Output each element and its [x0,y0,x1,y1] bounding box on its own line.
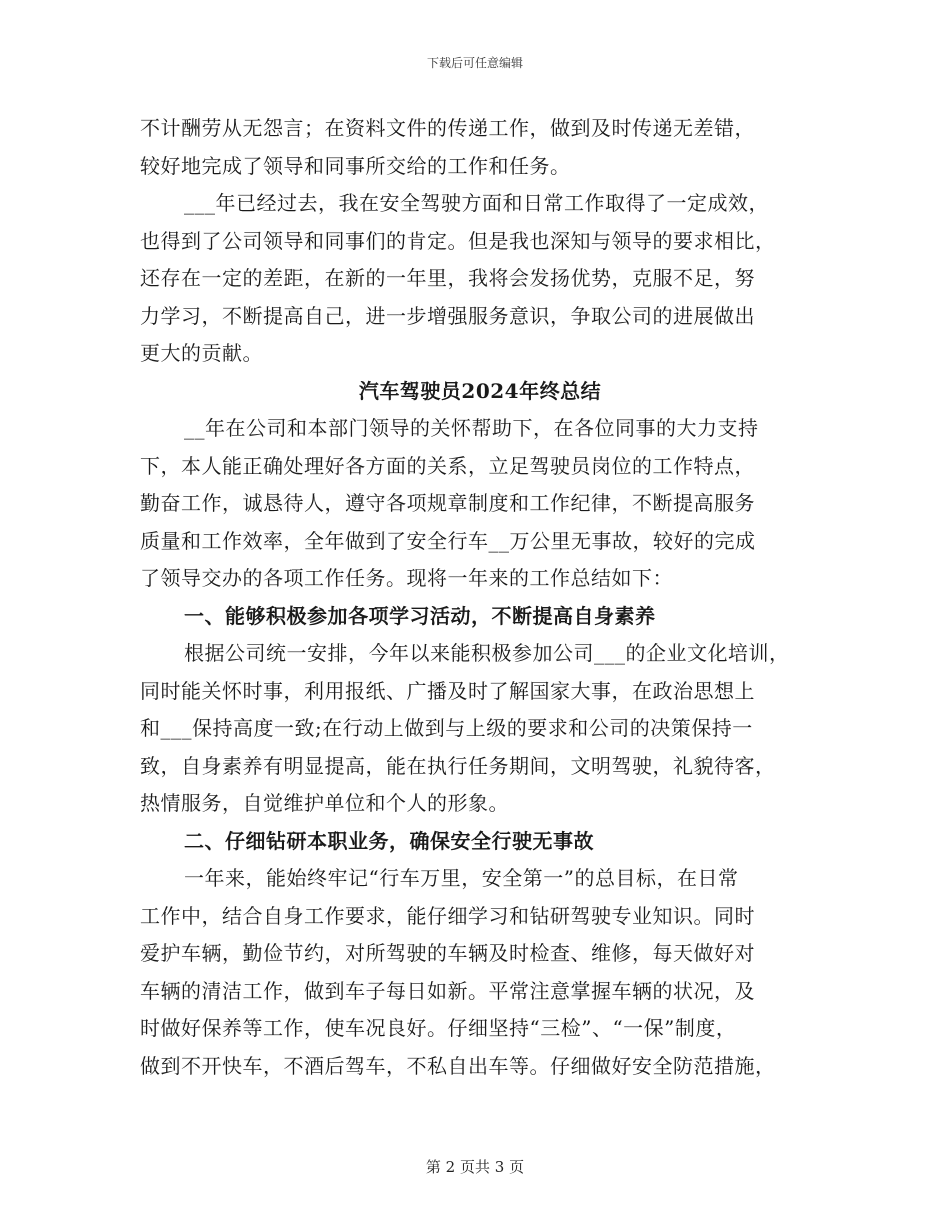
text-line: 热情服务，自觉维护单位和个人的形象。 [140,791,509,815]
text-line: 下，本人能正确处理好各方面的关系，立足驾驶员岗位的工作特点， [140,453,755,478]
text-line: 还存在一定的差距，在新的一年里，我将会发扬优势，克服不足，努 [140,266,755,290]
document-body [140,110,820,1085]
text-line: 做到不开快车，不酒后驾车，不私自出车等。仔细做好安全防范措施， [140,1053,776,1078]
text-line: 质量和工作效率，全年做到了安全行车__万公里无事故，较好的完成 [140,528,756,553]
text-line: 爱护车辆，勤俭节约，对所驾驶的车辆及时检查、维修，每天做好对 [140,941,755,965]
text-line: __年在公司和本部门领导的关怀帮助下，在各位同事的大力支持 [184,416,759,440]
page-footer: 第 2 页共 3 页 [425,1158,525,1176]
text-line: 不计酬劳从无怨言；在资料文件的传递工作，做到及时传递无差错， [140,116,755,140]
page-header: 下载后可任意编辑 [426,56,523,70]
text-line: 工作中，结合自身工作要求，能仔细学习和钻研驾驶专业知识。同时 [140,903,755,928]
text-line: 更大的贡献。 [140,341,263,365]
section-heading: 二、仔细钻研本职业务，确保安全行驶无事故 [184,828,594,853]
document-title: 汽车驾驶员2024年终总结 [358,378,602,403]
text-line: 力学习，不断提高自己，进一步增强服务意识，争取公司的进展做出 [140,303,755,328]
text-line: 致，自身素养有明显提高，能在执行任务期间，文明驾驶，礼貌待客， [140,753,776,778]
text-line: 了领导交办的各项工作任务。现将一年来的工作总结如下： [140,566,673,590]
text-line: 也得到了公司领导和同事们的肯定。但是我也深知与领导的要求相比， [140,228,776,253]
text-line: 时做好保养等工作，使车况良好。仔细坚持“三检”、“一保”制度， [140,1016,737,1040]
text-line: ___年已经过去，我在安全驾驶方面和日常工作取得了一定成效， [184,191,769,215]
text-line: 和___保持高度一致;在行动上做到与上级的要求和公司的决策保持一 [140,716,753,740]
section-heading: 一、能够积极参加各项学习活动，不断提高自身素养 [184,603,656,628]
text-line: 一年来，能始终牢记“行车万里，安全第一”的总目标，在日常 [184,866,739,890]
text-line: 勤奋工作，诚恳待人，遵守各项规章制度和工作纪律，不断提高服务 [140,491,755,515]
text-line: 较好地完成了领导和同事所交给的工作和任务。 [140,153,571,178]
text-line: 同时能关怀时事，利用报纸、广播及时了解国家大事，在政治思想上 [140,678,755,703]
text-line: 车辆的清洁工作，做到车子每日如新。平常注意掌握车辆的状况，及 [140,978,755,1003]
text-line: 根据公司统一安排，今年以来能积极参加公司___的企业文化培训， [184,641,790,665]
